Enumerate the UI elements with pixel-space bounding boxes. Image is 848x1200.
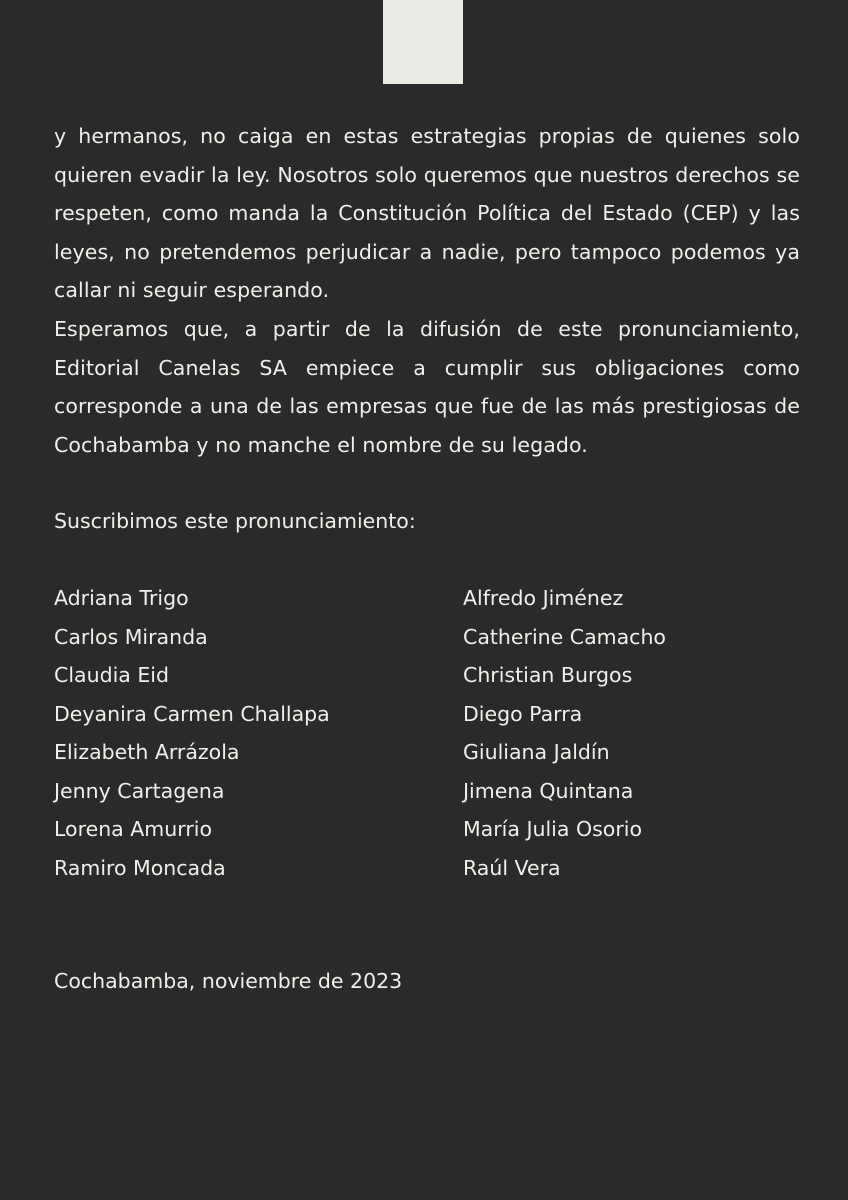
signatory-name: Raúl Vera: [463, 855, 561, 880]
signatory-name: Giuliana Jaldín: [463, 740, 610, 764]
signatory-name: Deyanira Carmen Challapa: [54, 701, 330, 726]
signatory-name: Adriana Trigo: [54, 586, 189, 610]
paragraph: Esperamos que, a partir de la difusión de este pronunciamiento, Editorial Canelas SA empiece a cumplir sus obligaciones como corresponde a una de las empresas que fue de las más prestigiosas de Cochabamba y no manche el nombre de su legado.: [54, 316, 800, 457]
signatory-name: Alfredo Jiménez: [463, 586, 624, 610]
signatory-name: Catherine Camacho: [463, 624, 666, 649]
body-text: [54, 117, 800, 464]
signatory-name: Lorena Amurrio: [54, 817, 212, 841]
signatories-list: [54, 579, 800, 887]
signatory-name: Jimena Quintana: [463, 778, 634, 803]
signatory-name: Ramiro Moncada: [54, 855, 226, 880]
place-date: Cochabamba, noviembre de 2023: [54, 969, 403, 993]
paragraph: y hermanos, no caiga en estas estrategias propias de quienes solo quieren evadir la ley. Nosotros solo queremos que nuestros derechos se respeten, como manda la Constitución Política del Estado (CEP) y las leyes, no pretendemos perjudicar a nadie, pero tampoco podemos ya callar ni seguir esperando.: [54, 124, 800, 303]
signatory-name: María Julia Osorio: [463, 817, 642, 841]
page-tab-marker: [383, 0, 463, 84]
signatory-name: Elizabeth Arrázola: [54, 740, 240, 764]
signatory-name: Carlos Miranda: [54, 624, 208, 649]
signatory-name: Christian Burgos: [463, 663, 633, 687]
signatory-name: Claudia Eid: [54, 663, 170, 687]
signatory-name: Jenny Cartagena: [54, 778, 225, 803]
signatory-name: Diego Parra: [463, 701, 583, 726]
signatories-intro: Suscribimos este pronunciamiento:: [54, 509, 416, 533]
